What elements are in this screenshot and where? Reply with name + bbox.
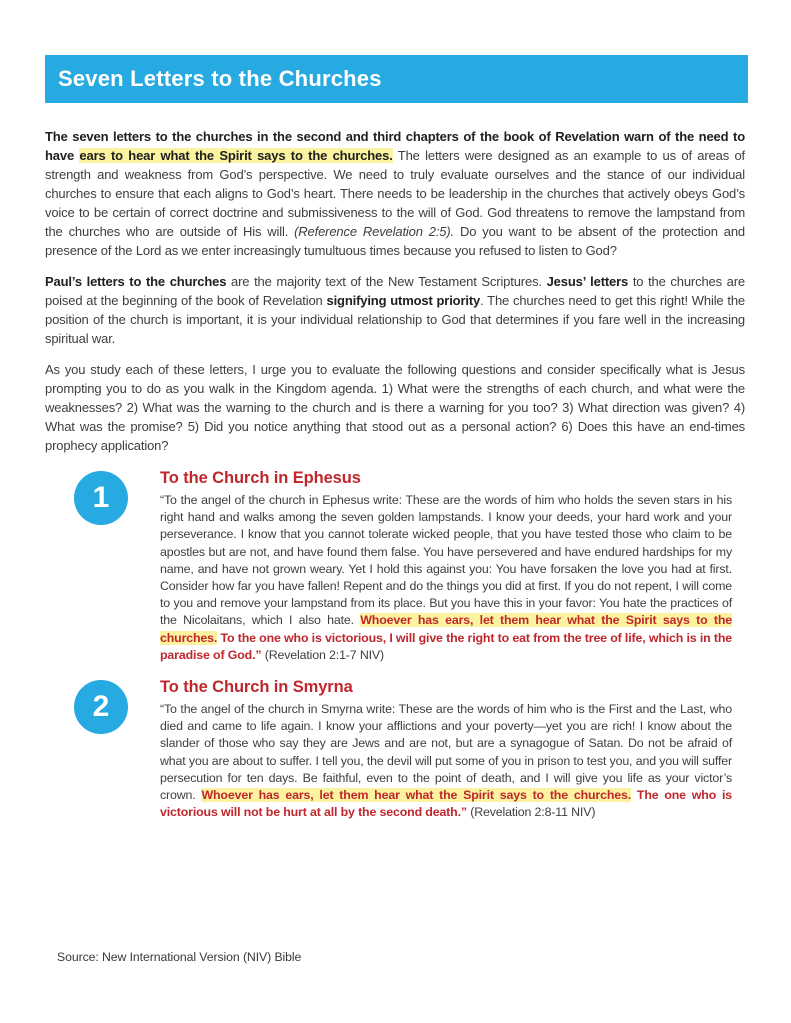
section-heading-ephesus: To the Church in Ephesus [160,469,361,487]
letter-body-ephesus [160,492,732,664]
section-number: 1 [92,481,110,514]
section-number: 2 [92,690,110,724]
source-note: Source: New International Version (NIV) Bible [57,950,302,964]
text-segment-regular: The letters were designed as an example to us of areas of strength and weakness from God’s perspective. We need to truly evaluate ourselves and the stance of our individual churches to ensure that each aligns to God’s heart. There needs to be leadership in the churches that actively obeys God’s voice to be certain of correct doctrine and submissiveness to the will of God. God threatens to remove the lampstand from the churches who are outside of His will. [45,148,745,239]
section-smyrna [45,678,745,821]
title-banner [45,55,748,103]
text-segment-red-bold: To the one who is victorious, I will give the right to eat from the tree of life, which is in the paradise of God.” [160,630,732,662]
text-segment-bold: Paul’s letters to the churches [45,274,227,289]
text-segment-regular: to the churches are poised at the beginning of the book of Revelation [45,274,745,308]
text-segment-bold-highlight: ears to hear what the Spirit says to the churches. [79,148,393,163]
text-segment-regular: As you study each of these letters, I urge you to evaluate the following questions and consider specifically what is Jesus prompting you to do as you walk in the Kingdom agenda. 1) What were the strengths of each church, and what were the weaknesses? 2) What was the warning to the church and is there a warning for you too? 3) What direction was given? 4) What was the promise? 5) Did you notice anything that stood out as a personal action? 6) Does this have an end-times prophecy application? [45,362,745,453]
letter-body-smyrna [160,701,732,821]
text-segment-bold: The seven letters to the churches in the second and third chapters of the book of Revelation warn of the need to have [45,129,745,163]
text-segment-regular: Do you want to be absent of the protection and presence of the Lord as we enter increasingly tumultuous times because you refused to listen to God? [45,224,745,258]
document-body [45,127,745,821]
text-segment-italic: (Reference Revelation 2:5). [294,224,455,239]
pauls-letters-paragraph [45,272,745,348]
number-badge-2 [74,680,128,734]
text-segment-red-bold-highlight: Whoever has ears, let them hear what the Spirit says to the churches. [201,788,632,803]
study-questions-paragraph [45,360,745,455]
text-segment-regular: “To the angel of the church in Smyrna write: These are the words of him who is the First and the Last, who died and came to life again. I know your afflictions and your poverty—yet you are rich! I know about the slander of those who say they are Jews and are not, but are a synagogue of Satan. Do not be afraid of what you are about to suffer. I tell you, the devil will put some of you in prison to test you, and you will suffer persecution for ten days. Be faithful, even to the point of death, and I will give you life as your victor’s crown. [160,702,732,803]
section-smyrna-badge-column [45,678,160,821]
text-segment-red-bold: The one who is victorious will not be hurt at all by the second death.” [160,788,733,820]
text-segment-regular: (Revelation 2:1-7 NIV) [261,647,384,662]
text-segment-regular: “To the angel of the church in Ephesus write: These are the words of him who holds the seven stars in his right hand and walks among the seven golden lampstands. I know your deeds, your hard work and your perseverance. I know that you cannot tolerate wicked people, that you have tested those who claim to be apostles but are not, and have found them false. You have persevered and have endured hardships for my name, and have not grown weary. Yet I hold this against you: You have forsaken the love you had at first. Consider how far you have fallen! Repent and do the things you did at first. If you do not repent, I will come to you and remove your lampstand from its place. But you have this in your favor: You hate the practices of the Nicolaitans, which I also hate. [160,493,732,628]
text-segment-red-bold-highlight: Whoever has ears, let them hear what the Spirit says to the churches. [160,613,732,645]
text-segment-bold: signifying utmost priority [326,293,481,308]
text-segment-regular: are the majority text of the New Testament Scriptures. [226,274,547,289]
text-segment-regular: (Revelation 2:8-11 NIV) [466,805,596,820]
text-segment-regular: . The churches need to get this right! While the position of the church is important, it is your individual relationship to God that determines if you fare well in the increasing spiritual war. [45,293,745,346]
intro-paragraph [45,127,745,260]
page-title: Seven Letters to the Churches [58,66,382,91]
section-heading-smyrna: To the Church in Smyrna [160,678,353,697]
number-badge-1 [74,471,128,525]
section-ephesus-badge-column [45,469,160,664]
section-smyrna-text [160,678,732,821]
section-ephesus [45,469,745,664]
section-ephesus-text [160,469,732,664]
text-segment-bold: Jesus’ letters [546,274,629,289]
